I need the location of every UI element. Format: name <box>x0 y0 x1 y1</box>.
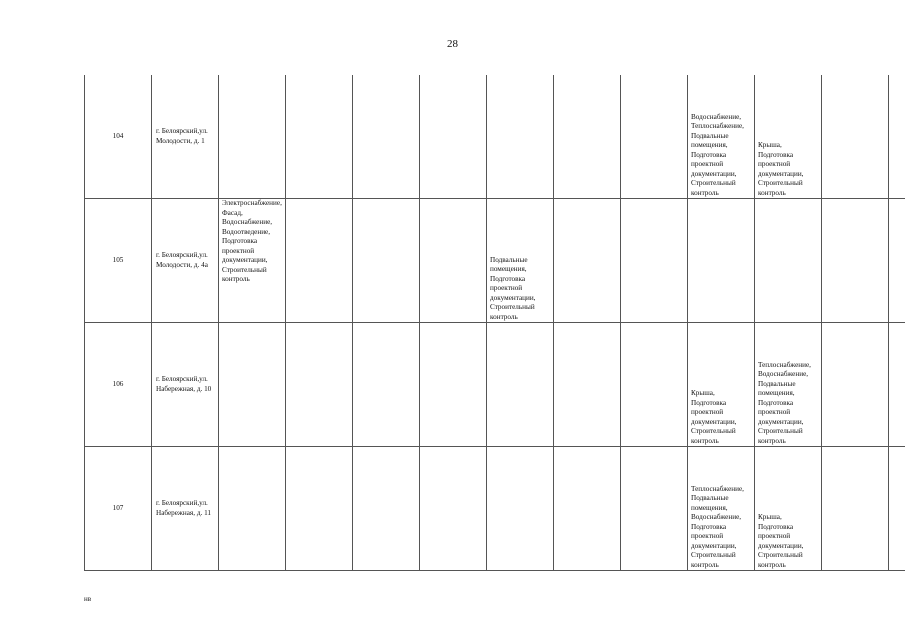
work-cell <box>286 75 353 199</box>
table-row <box>85 199 905 323</box>
work-cell <box>889 75 905 199</box>
work-cell <box>621 447 688 571</box>
work-cell <box>554 199 621 323</box>
work-cell <box>219 75 286 199</box>
work-cell <box>755 323 822 447</box>
work-cell <box>420 75 487 199</box>
work-cell <box>487 447 554 571</box>
address-cell: г. Белоярский,ул. Молодости, д. 4а <box>152 199 219 323</box>
work-cell-text: Теплоснабжение, Подвальные помещения, Водоснабжение, Подготовка проектной документации, Строительный контроль <box>691 484 744 569</box>
work-cell <box>889 447 905 571</box>
work-cell <box>219 199 286 323</box>
work-cell-text: Крыша, Подготовка проектной документации, Строительный контроль <box>691 389 737 445</box>
work-cell <box>822 447 889 571</box>
work-cell <box>755 75 822 199</box>
work-cell <box>353 323 420 447</box>
work-cell <box>219 323 286 447</box>
work-cell <box>889 199 905 323</box>
work-cell <box>353 447 420 571</box>
page-number: 28 <box>447 38 458 50</box>
work-cell <box>554 447 621 571</box>
row-number: 106 <box>85 323 152 447</box>
address-cell: г. Белоярский,ул. Молодости, д. 1 <box>152 75 219 199</box>
table-row <box>85 323 905 447</box>
table-row <box>85 75 905 199</box>
row-number: 105 <box>85 199 152 323</box>
work-cell <box>219 447 286 571</box>
work-cell-text: Крыша, Подготовка проектной документации, Строительный контроль <box>758 513 804 569</box>
work-cell <box>286 447 353 571</box>
work-cell <box>420 323 487 447</box>
work-cell <box>286 199 353 323</box>
row-number: 107 <box>85 447 152 571</box>
footer-mark: нв <box>84 595 92 603</box>
work-cell <box>822 323 889 447</box>
table-row <box>85 447 905 571</box>
work-cell <box>621 323 688 447</box>
work-cell <box>755 447 822 571</box>
work-cell <box>822 199 889 323</box>
work-cell <box>755 199 822 323</box>
works-table <box>84 75 905 571</box>
work-cell <box>353 199 420 323</box>
work-cell <box>487 323 554 447</box>
work-cell <box>688 447 755 571</box>
work-cell-text: Теплоснабжение, Водоснабжение, Подвальные помещения, Подготовка проектной документации, Строительный контроль <box>758 360 811 445</box>
work-cell <box>420 199 487 323</box>
work-cell <box>353 75 420 199</box>
work-cell <box>822 75 889 199</box>
work-cell <box>554 323 621 447</box>
work-cell <box>688 199 755 323</box>
work-cell <box>487 199 554 323</box>
work-cell <box>487 75 554 199</box>
work-cell <box>621 199 688 323</box>
work-cell <box>420 447 487 571</box>
work-cell <box>621 75 688 199</box>
work-cell-text: Подвальные помещения, Подготовка проектной документации, Строительный контроль <box>490 255 536 321</box>
work-cell-text: Электроснабжение, Фасад, Водоснабжение, Водоотведение, Подготовка проектной документации, Строительный контроль <box>222 199 282 283</box>
work-cell <box>554 75 621 199</box>
address-cell: г. Белоярский,ул. Набережная, д. 10 <box>152 323 219 447</box>
work-cell <box>688 323 755 447</box>
row-number: 104 <box>85 75 152 199</box>
work-cell-text: Водоснабжение, Теплоснабжение, Подвальные помещения, Подготовка проектной документации, Строительный контроль <box>691 112 744 197</box>
work-cell <box>688 75 755 199</box>
work-cell <box>286 323 353 447</box>
work-cell <box>889 323 905 447</box>
address-cell: г. Белоярский,ул. Набережная, д. 11 <box>152 447 219 571</box>
work-cell-text: Крыша, Подготовка проектной документации, Строительный контроль <box>758 141 804 197</box>
